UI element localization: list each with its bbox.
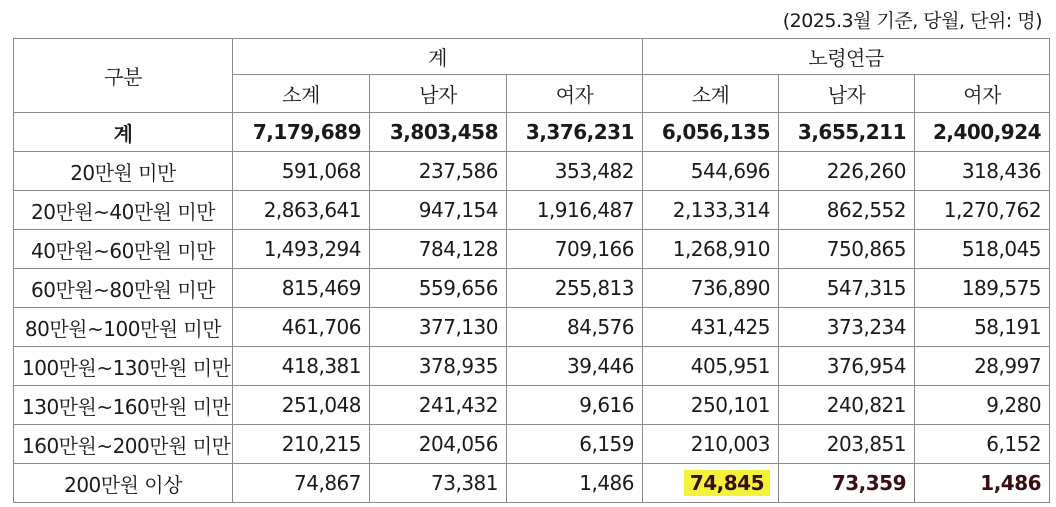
cell: 6,056,135 bbox=[643, 113, 779, 152]
cell: 377,130 bbox=[370, 308, 507, 347]
cell: 9,616 bbox=[507, 386, 643, 425]
cell: 3,376,231 bbox=[507, 113, 643, 152]
cell: 1,270,762 bbox=[915, 191, 1050, 230]
cell: 559,656 bbox=[370, 269, 507, 308]
cell: 210,003 bbox=[643, 425, 779, 464]
cell: 210,215 bbox=[233, 425, 370, 464]
cell: 255,813 bbox=[507, 269, 643, 308]
row-label: 100만원~130만원 미만 bbox=[14, 347, 233, 386]
cell bbox=[915, 464, 1050, 503]
table-row bbox=[14, 464, 1050, 503]
row-label: 160만원~200만원 미만 bbox=[14, 425, 233, 464]
cell: 7,179,689 bbox=[233, 113, 370, 152]
cell: 251,048 bbox=[233, 386, 370, 425]
cell: 73,381 bbox=[370, 464, 507, 503]
cell: 74,867 bbox=[233, 464, 370, 503]
emphasized-value: 73,359 bbox=[831, 471, 907, 495]
table-row-total bbox=[14, 113, 1050, 152]
cell: 318,436 bbox=[915, 152, 1050, 191]
header-subtotal: 소계 bbox=[643, 75, 779, 113]
cell: 378,935 bbox=[370, 347, 507, 386]
cell: 1,268,910 bbox=[643, 230, 779, 269]
cell: 405,951 bbox=[643, 347, 779, 386]
pension-table bbox=[13, 38, 1050, 503]
cell: 240,821 bbox=[779, 386, 915, 425]
cell: 6,152 bbox=[915, 425, 1050, 464]
cell: 1,486 bbox=[507, 464, 643, 503]
row-label: 200만원 이상 bbox=[14, 464, 233, 503]
cell: 204,056 bbox=[370, 425, 507, 464]
cell: 237,586 bbox=[370, 152, 507, 191]
row-label: 20만원~40만원 미만 bbox=[14, 191, 233, 230]
table-row bbox=[14, 191, 1050, 230]
header-group-pension: 노령연금 bbox=[643, 39, 1050, 75]
table-row bbox=[14, 347, 1050, 386]
row-label: 130만원~160만원 미만 bbox=[14, 386, 233, 425]
cell: 373,234 bbox=[779, 308, 915, 347]
cell: 189,575 bbox=[915, 269, 1050, 308]
cell: 203,851 bbox=[779, 425, 915, 464]
cell: 376,954 bbox=[779, 347, 915, 386]
row-label: 40만원~60만원 미만 bbox=[14, 230, 233, 269]
cell: 39,446 bbox=[507, 347, 643, 386]
cell: 28,997 bbox=[915, 347, 1050, 386]
table-row bbox=[14, 308, 1050, 347]
cell: 3,655,211 bbox=[779, 113, 915, 152]
header-subtotal: 소계 bbox=[233, 75, 370, 113]
cell: 353,482 bbox=[507, 152, 643, 191]
table-row bbox=[14, 152, 1050, 191]
cell: 418,381 bbox=[233, 347, 370, 386]
cell: 2,400,924 bbox=[915, 113, 1050, 152]
cell: 6,159 bbox=[507, 425, 643, 464]
cell: 9,280 bbox=[915, 386, 1050, 425]
table-row bbox=[14, 386, 1050, 425]
cell: 1,916,487 bbox=[507, 191, 643, 230]
table-row bbox=[14, 269, 1050, 308]
cell: 461,706 bbox=[233, 308, 370, 347]
cell: 241,432 bbox=[370, 386, 507, 425]
cell: 84,576 bbox=[507, 308, 643, 347]
emphasized-value: 1,486 bbox=[980, 471, 1042, 495]
row-label: 20만원 미만 bbox=[14, 152, 233, 191]
header-female: 여자 bbox=[915, 75, 1050, 113]
row-label: 60만원~80만원 미만 bbox=[14, 269, 233, 308]
cell bbox=[779, 464, 915, 503]
cell: 226,260 bbox=[779, 152, 915, 191]
header-group-total: 계 bbox=[233, 39, 643, 75]
cell: 784,128 bbox=[370, 230, 507, 269]
unit-note: (2025.3월 기준, 당월, 단위: 명) bbox=[782, 10, 1042, 32]
row-label: 계 bbox=[14, 113, 233, 152]
row-label: 80만원~100만원 미만 bbox=[14, 308, 233, 347]
table-row bbox=[14, 230, 1050, 269]
header-female: 여자 bbox=[507, 75, 643, 113]
cell: 1,493,294 bbox=[233, 230, 370, 269]
cell: 815,469 bbox=[233, 269, 370, 308]
header-male: 남자 bbox=[779, 75, 915, 113]
cell: 547,315 bbox=[779, 269, 915, 308]
cell: 58,191 bbox=[915, 308, 1050, 347]
header-category: 구분 bbox=[14, 39, 233, 113]
header-male: 남자 bbox=[370, 75, 507, 113]
cell: 431,425 bbox=[643, 308, 779, 347]
cell: 709,166 bbox=[507, 230, 643, 269]
cell: 2,133,314 bbox=[643, 191, 779, 230]
highlight-mark: 74,845 bbox=[684, 470, 770, 496]
cell: 591,068 bbox=[233, 152, 370, 191]
cell: 862,552 bbox=[779, 191, 915, 230]
table-row bbox=[14, 425, 1050, 464]
cell: 544,696 bbox=[643, 152, 779, 191]
cell: 947,154 bbox=[370, 191, 507, 230]
cell: 736,890 bbox=[643, 269, 779, 308]
highlighted-cell bbox=[643, 464, 779, 503]
cell: 250,101 bbox=[643, 386, 779, 425]
cell: 2,863,641 bbox=[233, 191, 370, 230]
cell: 518,045 bbox=[915, 230, 1050, 269]
cell: 750,865 bbox=[779, 230, 915, 269]
cell: 3,803,458 bbox=[370, 113, 507, 152]
